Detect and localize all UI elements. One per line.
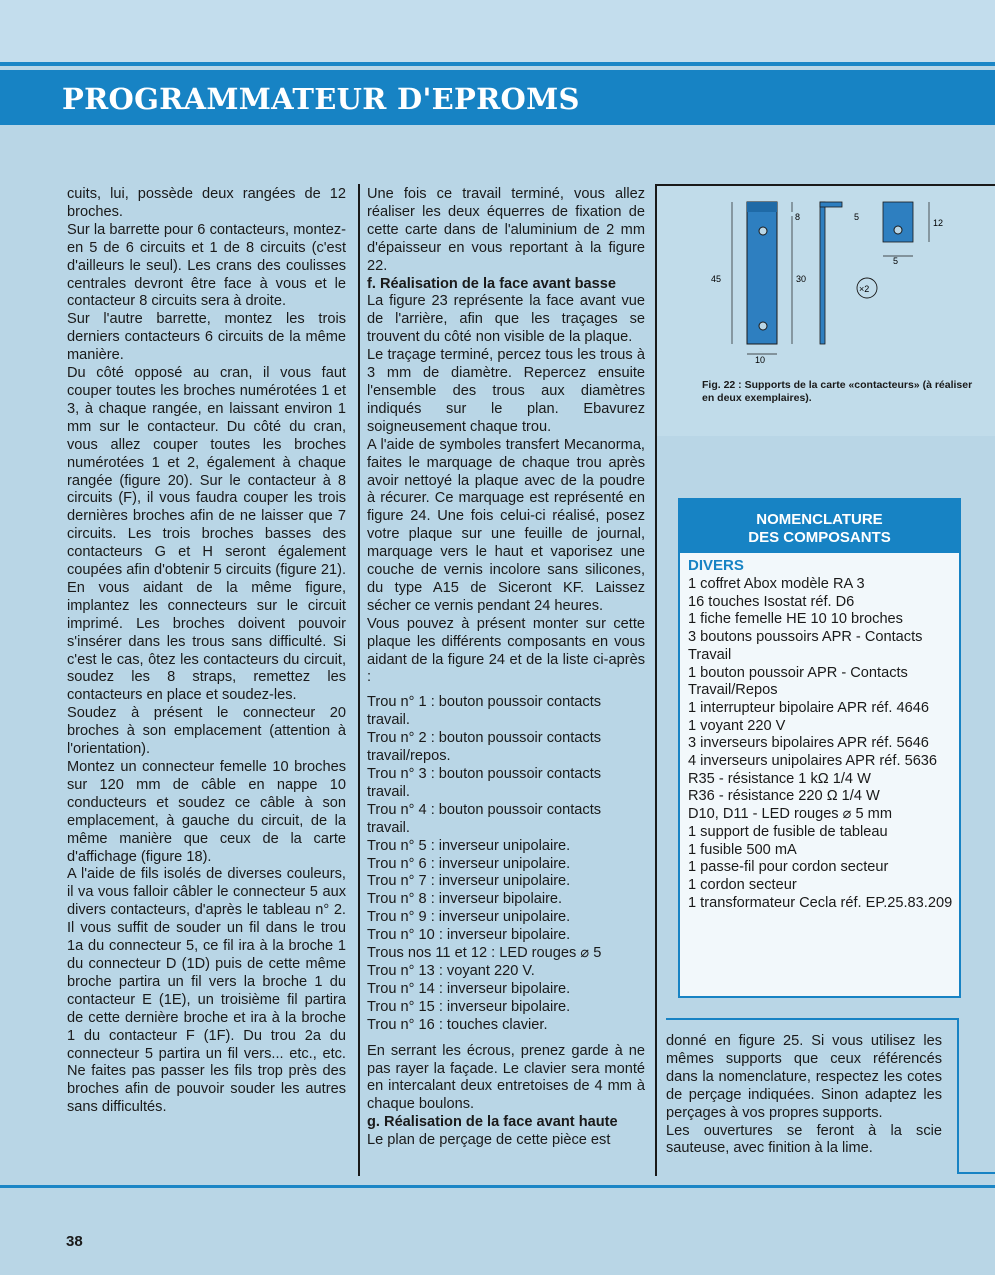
section-heading: g. Réalisation de la face avant haute — [367, 1114, 618, 1131]
paragraph: cuits, lui, possède deux rangées de 12 broches. — [67, 186, 346, 220]
list-item: 1 cordon secteur — [688, 876, 797, 893]
list-item: Trous nos 11 et 12 : LED rouges ⌀ 5 — [367, 945, 602, 962]
dimension-label: 5 — [893, 256, 899, 266]
frame-line — [666, 1018, 959, 1020]
nomenclature-section: DIVERS — [688, 557, 744, 574]
figure-caption: Fig. 22 : Supports de la carte «contacteurs» (à réaliser en deux exemplaires). — [702, 379, 973, 404]
column-2 — [367, 186, 645, 1150]
list-item: 3 inverseurs bipolaires APR réf. 5646 — [688, 735, 929, 752]
paragraph: Une fois ce travail terminé, vous allez réaliser les deux équerres de fixation de cette carte dans de l'aluminium de 2 mm d'épaisseur en vous reportant à la figure 22. — [367, 186, 645, 274]
nomenclature-box — [678, 498, 961, 998]
list-item: 1 voyant 220 V — [688, 717, 786, 734]
paragraph: Sur la barrette pour 6 contacteurs, montez-en 5 de 6 circuits et 1 de 8 circuits (c'est d'ailleurs le seul). Les crans des coulisses centrales devront être face à vous et le contacteur 8 circuits sera à droite. — [67, 221, 346, 310]
list-item: Trou n° 2 : bouton poussoir contacts travail/repos. — [367, 730, 602, 765]
list-item: 1 interrupteur bipolaire APR réf. 4646 — [688, 699, 929, 716]
top-band — [0, 0, 995, 62]
hole-list — [367, 694, 645, 1034]
nomenclature-header — [680, 500, 959, 553]
paragraph: Montez un connecteur femelle 10 broches sur 120 mm de câble en nappe 10 conducteurs et soudez ce câble à son emplacement, à gauche du circuit, de la même manière que ceux de la carte d'affichage (figure 18). — [67, 759, 346, 865]
paragraph: La figure 23 représente la face avant vue de l'arrière, afin que les traçages se trouvent du côté non visible de la plaque. — [367, 293, 645, 346]
nomenclature-subtitle: DES COMPOSANTS — [748, 529, 891, 546]
paragraph: donné en figure 25. Si vous utilisez les mêmes supports que ceux référencés dans la nomenclature, respectez les cotes de perçage indiquées. Sinon adaptez les perçages à vos propres supports. — [666, 1033, 942, 1121]
paragraph: Le plan de perçage de cette pièce est — [367, 1132, 611, 1149]
list-item: Trou n° 4 : bouton poussoir contacts travail. — [367, 801, 602, 836]
column-1 — [67, 186, 346, 1117]
dimension-label: 12 — [933, 218, 944, 228]
list-item: R35 - résistance 1 kΩ 1/4 W — [688, 770, 871, 787]
page-number: 38 — [66, 1233, 83, 1250]
list-item: 1 transformateur Cecla réf. EP.25.83.209 — [688, 894, 953, 911]
list-item: Trou n° 14 : inverseur bipolaire. — [367, 980, 571, 997]
list-item: Trou n° 1 : bouton poussoir contacts travail. — [367, 694, 602, 729]
list-item: 3 boutons poussoirs APR - Contacts Travail — [688, 629, 923, 663]
list-item: Trou n° 8 : inverseur bipolaire. — [367, 891, 563, 908]
dimension-label: 10 — [755, 355, 766, 365]
dimension-label: 8 — [795, 212, 801, 222]
list-item: Trou n° 10 : inverseur bipolaire. — [367, 927, 571, 944]
list-item: 1 support de fusible de tableau — [688, 823, 888, 840]
paragraph: Le traçage terminé, percez tous les trous à 3 mm de diamètre. Repercez ensuite l'ensemble des trous aux diamètres indiqués sur le plan. Ebavurez soigneusement chaque trou. — [367, 347, 645, 435]
paragraph: Sur l'autre barrette, montez les trois derniers contacteurs 6 circuits de la même manière. — [67, 311, 346, 364]
paragraph: Du côté opposé au cran, il vous faut couper toutes les broches numérotées 1 et 3, à chaque rangée, en laissant environ 1 mm sur le contacteur. Du côté du cran, vous allez couper toutes les broches numérotées 1 et 2, également à chaque rangée (figure 20). Sur le contacteur à 8 circuits (F), il vous faudra couper les trois dernières broches afin de ne laisser que 7 circuits. Les trois broches basses des contacteurs G et H seront également coupées afin d'obtenir 5 circuits (figure 21). En vous aidant de la même figure, implantez les connecteurs sur le circuit imprimé. Les broches doivent pouvoir s'insérer dans les trous sans difficulté. Si c'est le cas, ôtez les contacteurs du circuit, soudez les 8 straps, remettez les contacteurs en place et soudez-les. — [67, 365, 346, 704]
paragraph: Soudez à présent le connecteur 20 broches à son emplacement (attention à l'orientation). — [67, 705, 346, 758]
list-item: 1 bouton poussoir APR - Contacts Travail/Repos — [688, 664, 908, 699]
dimension-label: 5 — [854, 212, 860, 222]
list-item: D10, D11 - LED rouges ⌀ 5 mm — [688, 806, 892, 823]
paragraph: A l'aide de fils isolés de diverses couleurs, il va vous falloir câbler le connecteur 5 aux divers contacteurs, d'après le tableau n° 2. Il vous suffit de souder un fil dans le trou 1a du connecteur 5, ce fil ira à la broche 1 du connecteur D (1D) puis de cette même broche partira un fil vers la broche 1 du contacteur E (1E), un troisième fil partira de cette dernière broche et ira à la broche 1 du contacteur F (1F). Du trou 2a du connecteur 5 partira un fil vers... etc., etc. Ne faites pas passer les fils trop près des broches afin de pouvoir souder les autres sans difficultés. — [67, 866, 346, 1116]
list-item: 1 passe-fil pour cordon secteur — [688, 859, 889, 876]
component-list — [688, 576, 959, 912]
paragraph: En serrant les écrous, prenez garde à ne pas rayer la façade. Le clavier sera monté en intercalant deux entretoises de 4 mm à chaque boulons. — [367, 1042, 645, 1113]
list-item: Trou n° 13 : voyant 220 V. — [367, 962, 535, 979]
list-item: Trou n° 9 : inverseur unipolaire. — [367, 909, 571, 926]
list-item: 1 coffret Abox modèle RA 3 — [688, 576, 865, 592]
dimension-label: 45 — [711, 274, 722, 284]
list-item: Trou n° 3 : bouton poussoir contacts travail. — [367, 766, 602, 800]
list-item: 16 touches Isostat réf. D6 — [688, 593, 855, 610]
bracket-drawing — [657, 186, 995, 376]
list-item: 4 inverseurs unipolaires APR réf. 5636 — [688, 753, 938, 770]
list-item: 1 fiche femelle HE 10 10 broches — [688, 611, 903, 628]
list-item: Trou n° 7 : inverseur unipolaire. — [367, 873, 571, 890]
list-item: Trou n° 5 : inverseur unipolaire. — [367, 837, 571, 854]
article-title: PROGRAMMATEUR D'EPROMS — [62, 82, 580, 116]
list-item: 1 fusible 500 mA — [688, 841, 797, 858]
frame-line — [957, 1172, 995, 1174]
dimension-label: 30 — [796, 274, 807, 284]
paragraph: Vous pouvez à présent monter sur cette plaque les différents composants en vous aidant de la figure 24 et de la liste ci-après : — [367, 615, 645, 686]
paragraph: Les ouvertures se feront à la scie sauteuse, avec finition à la lime. — [666, 1122, 942, 1157]
quantity-label: ×2 — [859, 284, 870, 294]
nomenclature-title: NOMENCLATURE — [756, 511, 883, 528]
column-divider — [358, 184, 360, 1176]
article-header — [0, 70, 995, 125]
section-heading: f. Réalisation de la face avant basse — [367, 275, 617, 292]
list-item: Trou n° 15 : inverseur bipolaire. — [367, 998, 571, 1015]
list-item: R36 - résistance 220 Ω 1/4 W — [688, 788, 880, 805]
frame-line — [957, 1018, 959, 1174]
paragraph: A l'aide de symboles transfert Mecanorma, faites le marquage de chaque trou après avoir nettoyé la plaque avec de la poudre à récurer. Ce marquage est représenté en figure 24. Une fois celui-ci réalisé, posez votre plaque sur une feuille de journal, marquage vers le haut et vaporisez une couche de vernis incolore sans silicones, du type A15 de Siceront KF. Laissez sécher ce vernis pendant 24 heures. — [367, 436, 645, 614]
top-rule — [0, 62, 995, 66]
column-3 — [666, 1033, 942, 1158]
list-item: Trou n° 6 : inverseur unipolaire. — [367, 855, 571, 872]
bottom-rule — [0, 1185, 995, 1188]
list-item: Trou n° 16 : touches clavier. — [367, 1016, 548, 1033]
